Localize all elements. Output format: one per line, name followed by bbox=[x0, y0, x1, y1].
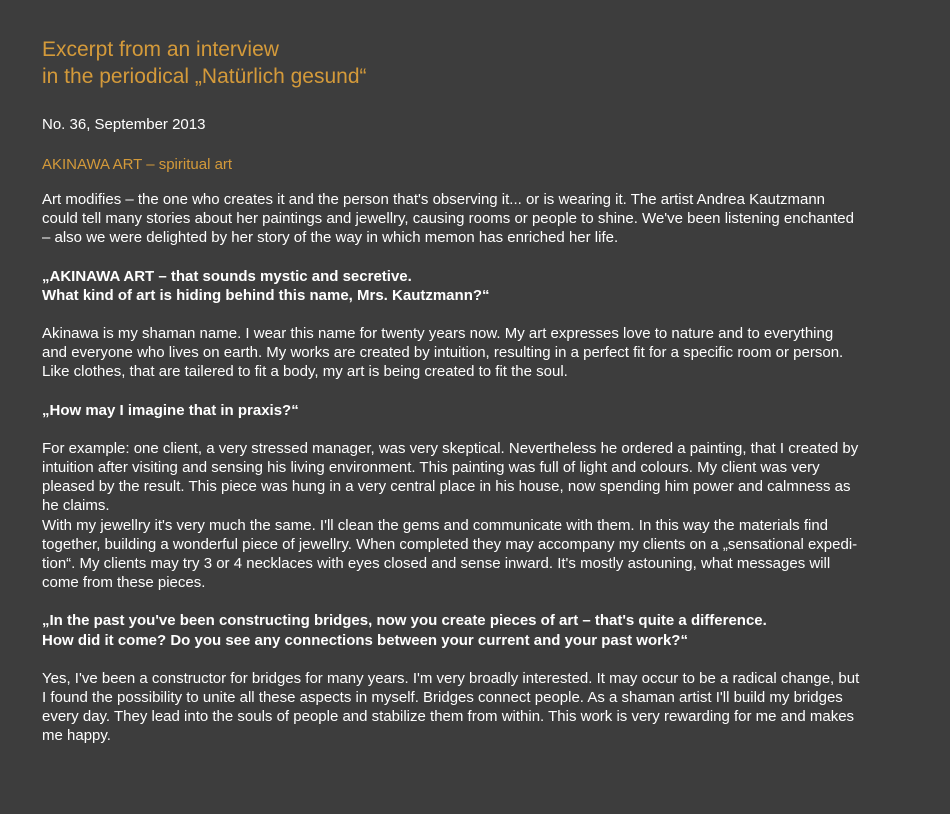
issue-info: No. 36, September 2013 bbox=[42, 116, 206, 133]
text-line: With my jewellry it's very much the same. I'll clean the gems and communicate with them. In this way the materials find bbox=[42, 516, 829, 534]
text-line: Yes, I've been a constructor for bridges for many years. I'm very broadly interested. It may occur to be a radical change, but bbox=[42, 669, 860, 687]
text-line: „AKINAWA ART – that sounds mystic and secretive. bbox=[42, 267, 412, 285]
text-line: Akinawa is my shaman name. I wear this name for twenty years now. My art expresses love to nature and to everything bbox=[42, 325, 834, 343]
text-line: tion“. My clients may try 3 or 4 necklaces with eyes closed and sense inward. It's mostly astouning, what messages will bbox=[42, 555, 831, 573]
question-2 bbox=[42, 401, 916, 420]
intro-paragraph bbox=[42, 190, 916, 248]
article-subtitle: AKINAWA ART – spiritual art bbox=[42, 156, 233, 173]
page-title bbox=[42, 36, 916, 90]
title-line: Excerpt from an interview bbox=[42, 38, 279, 61]
question-3 bbox=[42, 611, 916, 649]
text-line: „How may I imagine that in praxis?“ bbox=[42, 401, 299, 419]
text-line: For example: one client, a very stressed manager, was very skeptical. Nevertheless he ordered a painting, that I created by bbox=[42, 439, 859, 457]
text-line: and everyone who lives on earth. My works are created by intuition, resulting in a perfect fit for a specific room or person. bbox=[42, 344, 844, 362]
text-line: „In the past you've been constructing bridges, now you create pieces of art – that's quite a difference. bbox=[42, 612, 767, 630]
text-line: – also we were delighted by her story of the way in which memon has enriched her life. bbox=[42, 229, 619, 247]
text-line: pleased by the result. This piece was hung in a very central place in his house, now spending him power and calmness as bbox=[42, 478, 851, 496]
text-line: every day. They lead into the souls of people and stabilize them from within. This work is very rewarding for me and makes bbox=[42, 708, 855, 726]
text-line: could tell many stories about her paintings and jewellry, causing rooms or people to shine. We've been listening enchanted bbox=[42, 210, 854, 228]
text-line: Art modifies – the one who creates it and the person that's observing it... or is wearing it. The artist Andrea Kautzmann bbox=[42, 191, 826, 208]
text-line: Like clothes, that are tailered to fit a body, my art is being created to fit the soul. bbox=[42, 363, 568, 381]
question-1 bbox=[42, 267, 916, 305]
answer-3 bbox=[42, 669, 916, 746]
text-line: What kind of art is hiding behind this name, Mrs. Kautzmann?“ bbox=[42, 286, 490, 304]
text-line: come from these pieces. bbox=[42, 574, 206, 592]
answer-2 bbox=[42, 439, 916, 593]
title-line: in the periodical „Natürlich gesund“ bbox=[42, 65, 367, 88]
text-line: intuition after visiting and sensing his living environment. This painting was full of light and colours. My client was very bbox=[42, 459, 820, 477]
answer-1 bbox=[42, 324, 916, 382]
text-line: he claims. bbox=[42, 497, 110, 515]
text-line: together, building a wonderful piece of jewellry. When completed they may accompany my clients on a „sensational expedi- bbox=[42, 535, 858, 553]
text-line: me happy. bbox=[42, 727, 111, 745]
text-line: I found the possibility to unite all these aspects in myself. Bridges connect people. As a shaman artist I'll build my bridges bbox=[42, 689, 843, 707]
text-line: How did it come? Do you see any connections between your current and your past work?“ bbox=[42, 631, 688, 649]
